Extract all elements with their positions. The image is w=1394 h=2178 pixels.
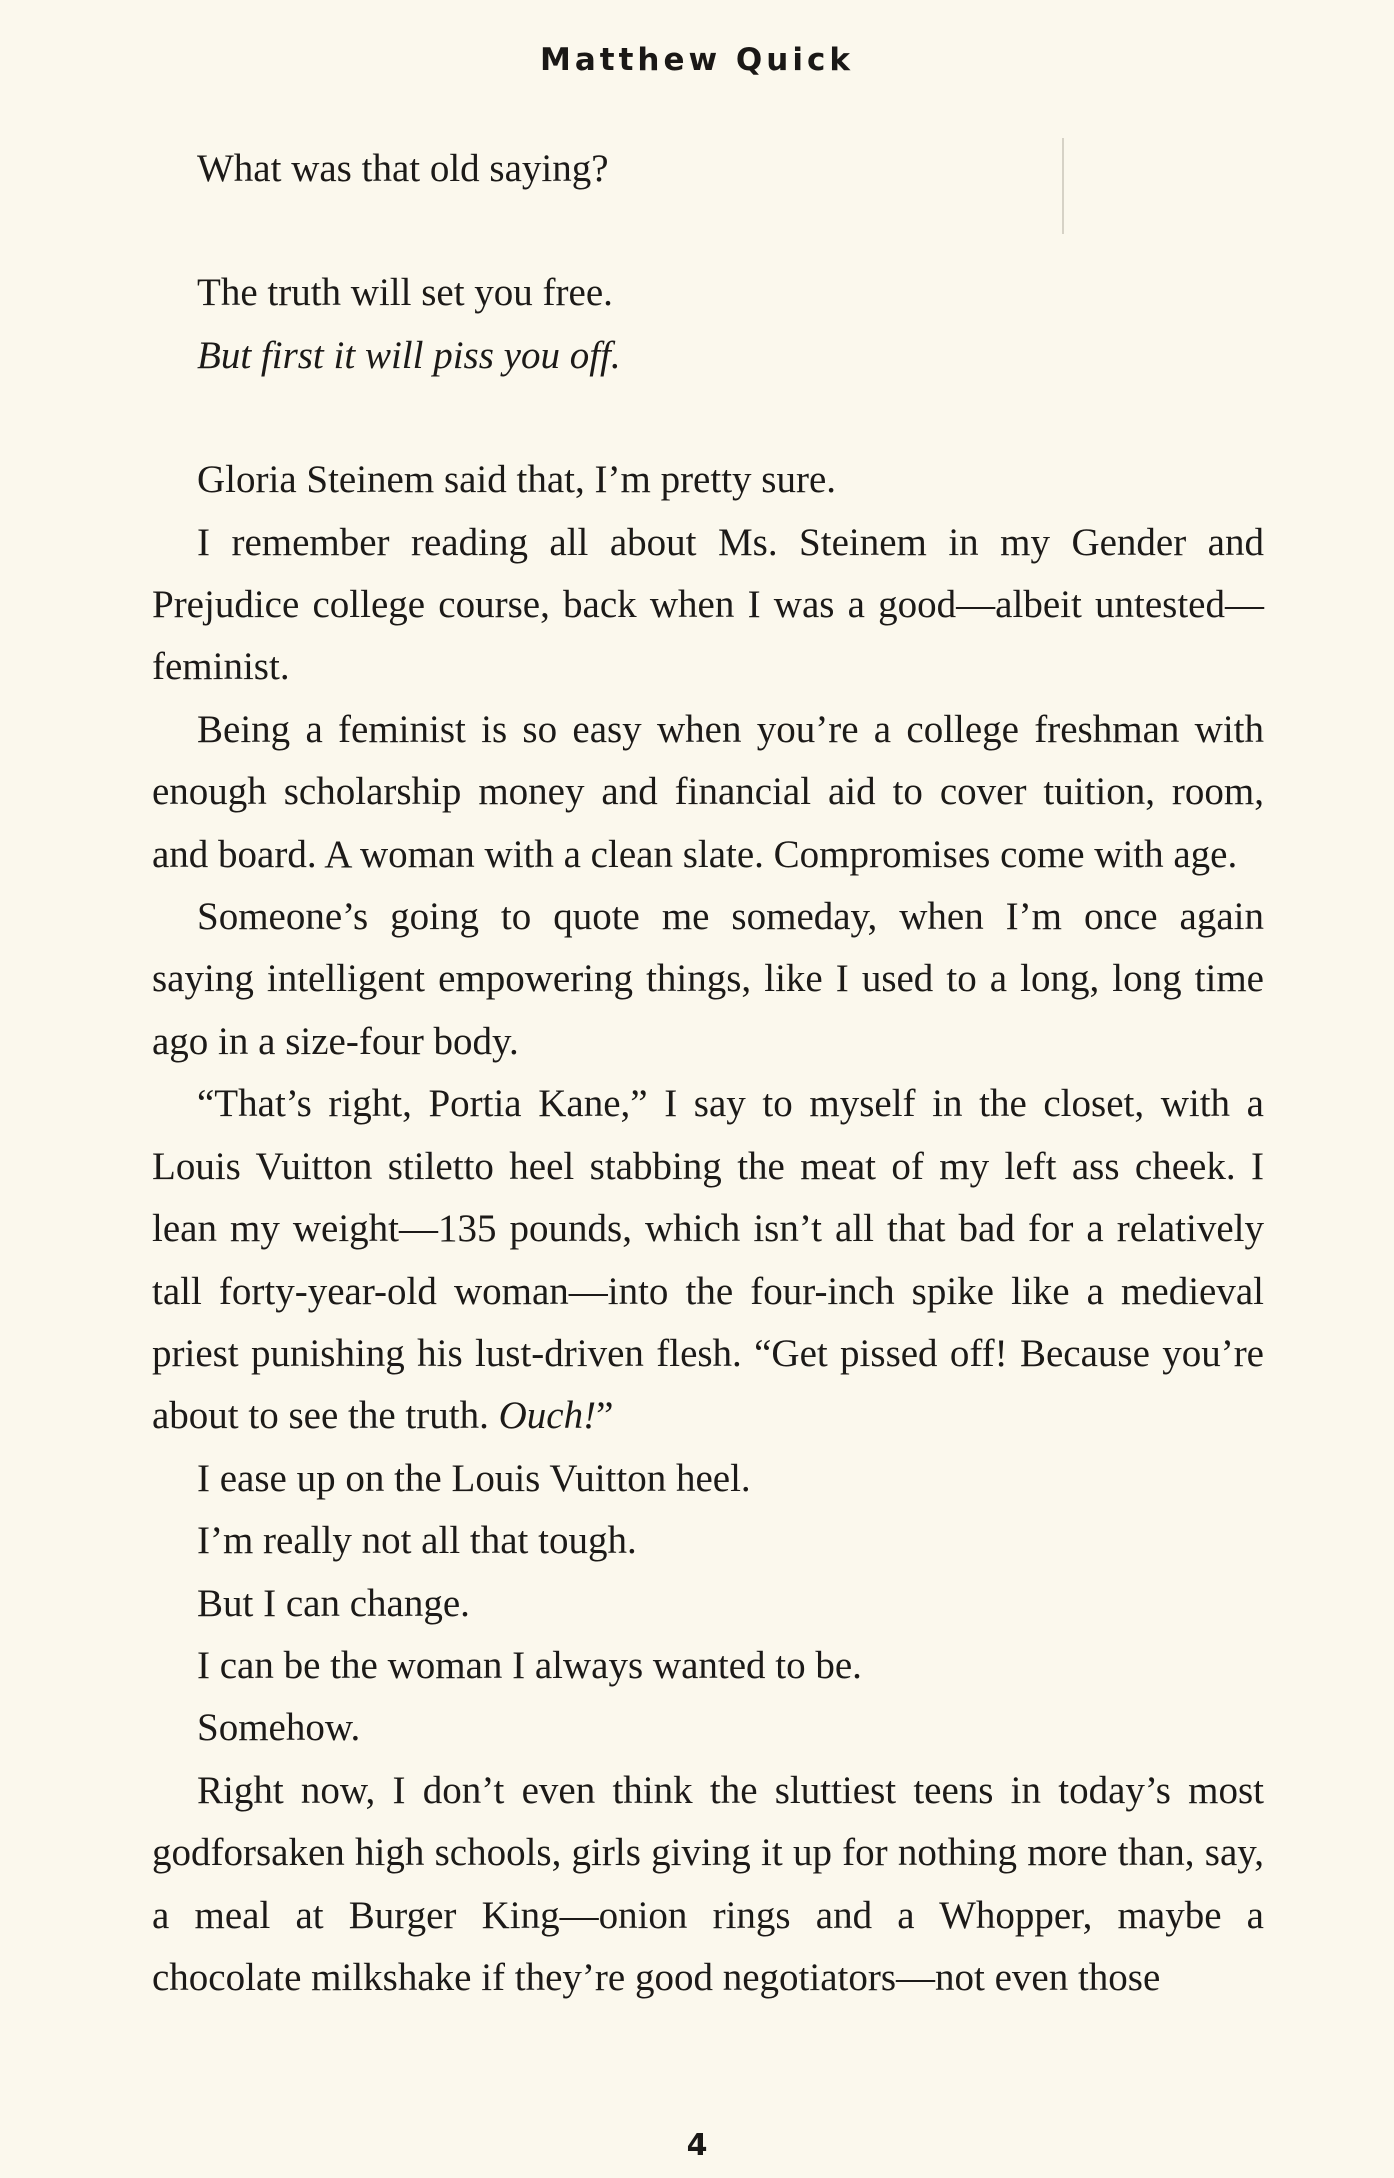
paragraph: Someone’s going to quote me someday, when I’m once again saying intelligent empowering things, like I used to a long, long time ago in a size-four body. xyxy=(152,895,1264,1063)
paragraph: I’m really not all that tough. xyxy=(197,1519,637,1563)
body-text xyxy=(152,138,1264,2009)
paragraph: But I can change. xyxy=(197,1581,470,1625)
paragraph: I ease up on the Louis Vuitton heel. xyxy=(197,1456,751,1500)
paragraph: Right now, I don’t even think the sluttiest teens in today’s most godforsaken high schools, girls giving it up for nothing more than, say, a meal at Burger King—onion rings and a Whopper, maybe a chocolate milkshake if they’re good negotiators—not even those xyxy=(152,1768,1264,1999)
paragraph: What was that old saying? xyxy=(197,147,609,190)
paragraph: Being a feminist is so easy when you’re a college freshman with enough scholarship money and financial aid to cover tuition, room, and board. A woman with a clean slate. Compromises come with age. xyxy=(152,707,1264,876)
paragraph-italic: But first it will piss you off. xyxy=(197,333,621,377)
paragraph: I can be the woman I always wanted to be. xyxy=(197,1643,862,1687)
paragraph-text: “That’s right, Portia Kane,” I say to myself in the closet, with a Louis Vuitton stiletto heel stabbing the meat of my left ass cheek. I lean my weight—135 pounds, which isn’t all that bad for a relatively tall forty-year-old woman—into the four-inch spike like a medieval priest punishing his lust-driven flesh. “Get pissed off! Because you’re about to see the truth. xyxy=(152,1082,1264,1438)
paragraph: I remember reading all about Ms. Steinem in my Gender and Prejudice college course, back when I was a good—albeit untested—feminist. xyxy=(152,520,1264,689)
paragraph: Gloria Steinem said that, I’m pretty sure. xyxy=(197,458,837,502)
paragraph-text: ” xyxy=(596,1394,614,1438)
paragraph: Somehow. xyxy=(197,1706,361,1750)
paragraph-italic-text: Ouch! xyxy=(498,1394,597,1438)
running-head: Matthew Quick xyxy=(540,42,854,78)
page-number: 4 xyxy=(686,2128,708,2163)
paragraph: The truth will set you free. xyxy=(197,271,613,315)
paragraph xyxy=(152,1073,1264,1447)
